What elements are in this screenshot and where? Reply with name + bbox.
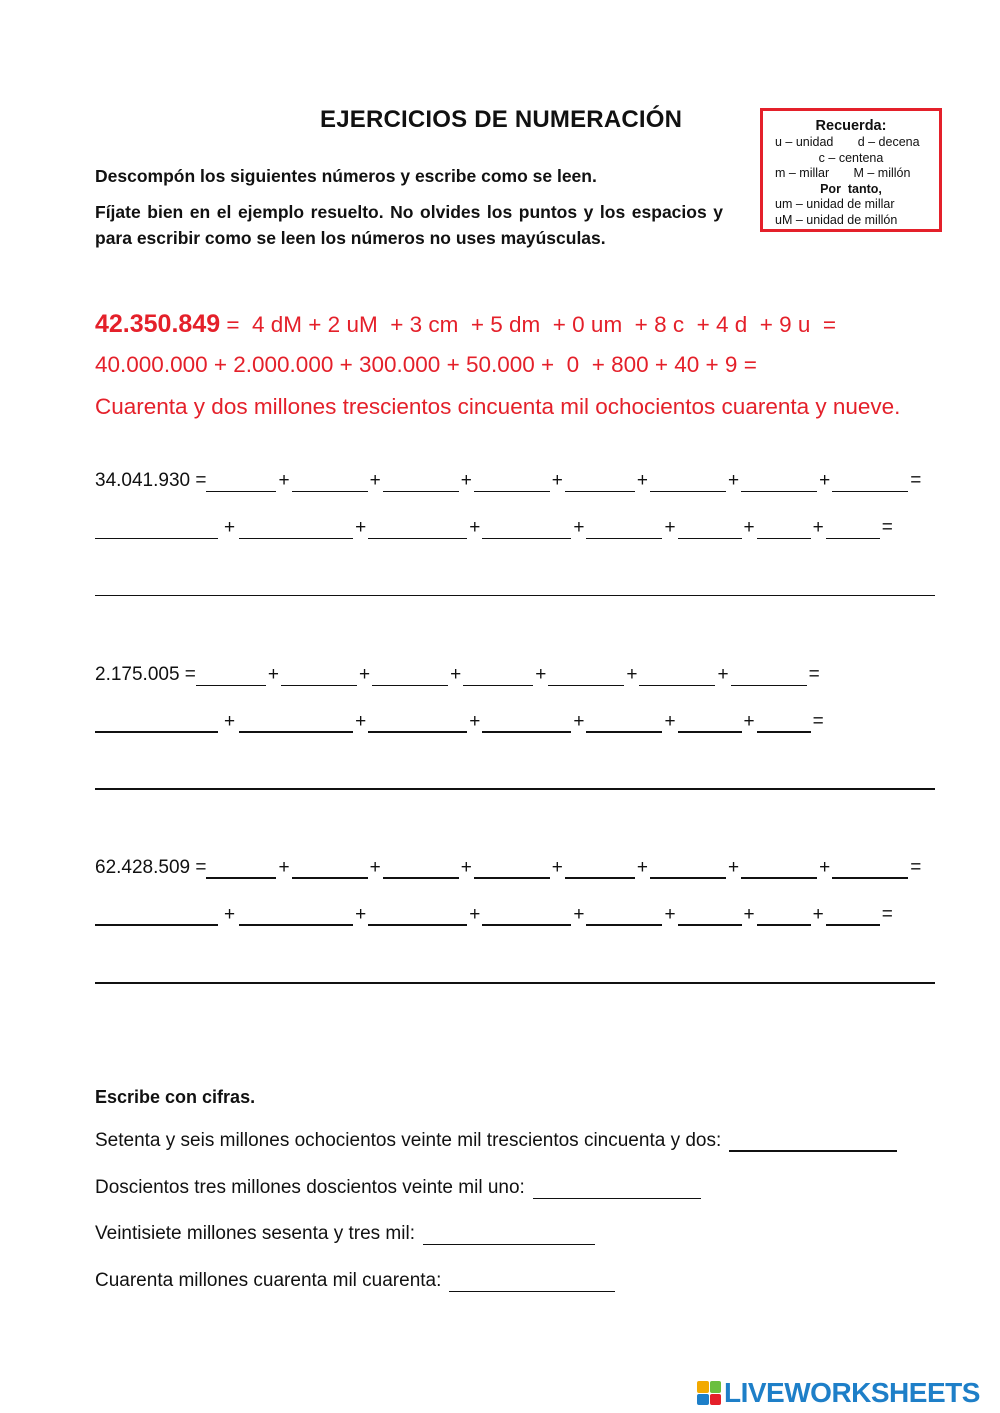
answer-blank[interactable]: [639, 665, 715, 686]
write-digits-item: [95, 1223, 595, 1245]
exercise-1-words-line[interactable]: [95, 595, 935, 596]
plus-sign: +: [812, 517, 824, 538]
answer-blank[interactable]: [741, 857, 817, 879]
answer-blank[interactable]: [533, 1178, 701, 1199]
answer-blank[interactable]: [757, 518, 811, 539]
plus-sign: +: [636, 857, 649, 878]
answer-blank[interactable]: [678, 904, 742, 926]
item-text: Veintisiete millones sesenta y tres mil:: [95, 1223, 415, 1244]
plus-sign: +: [535, 664, 547, 685]
answer-blank[interactable]: [482, 711, 571, 733]
plus-sign: +: [819, 857, 831, 878]
recuerda-line: c – centena: [818, 150, 884, 165]
plus-sign: +: [743, 904, 755, 925]
liveworksheets-logo: [697, 1377, 980, 1409]
plus-sign: +: [812, 904, 824, 925]
plus-sign: +: [717, 664, 729, 685]
plus-sign: +: [573, 711, 585, 732]
plus-sign: +: [573, 517, 585, 538]
answer-blank[interactable]: [678, 518, 742, 539]
plus-sign: +: [551, 470, 563, 491]
answer-blank[interactable]: [423, 1224, 595, 1245]
instruction-1: Descompón los siguientes números y escribe como se leen.: [95, 166, 597, 186]
recuerda-line: Por tanto,: [820, 181, 882, 196]
exercise-3-words-line[interactable]: [95, 982, 935, 984]
logo-mark-icon: [697, 1381, 721, 1405]
answer-blank[interactable]: [832, 471, 908, 492]
exercise-1-values-row: [95, 517, 895, 539]
plus-sign: +: [626, 664, 638, 685]
answer-blank[interactable]: [741, 471, 817, 492]
exercise-2-decomposition-row: [95, 664, 822, 686]
equals-sign: =: [881, 517, 893, 538]
answer-blank[interactable]: [95, 518, 218, 539]
plus-sign: +: [450, 664, 462, 685]
example-number: 42.350.849: [95, 310, 221, 338]
plus-sign: +: [728, 470, 740, 491]
answer-blank[interactable]: [281, 665, 357, 686]
answer-blank[interactable]: [586, 711, 662, 733]
answer-blank[interactable]: [650, 857, 726, 879]
answer-blank[interactable]: [757, 711, 811, 733]
answer-blank[interactable]: [239, 518, 353, 539]
plus-sign: +: [573, 904, 585, 925]
answer-blank[interactable]: [368, 518, 467, 539]
answer-blank[interactable]: [95, 904, 218, 926]
exercise-3-decomposition-row: [95, 857, 923, 879]
answer-blank[interactable]: [383, 471, 459, 492]
example-words: Cuarenta y dos millones trescientos cincuenta mil ochocientos cuarenta y nueve.: [95, 394, 901, 419]
answer-blank[interactable]: [474, 857, 550, 879]
answer-blank[interactable]: [206, 857, 276, 879]
answer-blank[interactable]: [650, 471, 726, 492]
answer-blank[interactable]: [463, 665, 533, 686]
answer-blank[interactable]: [565, 471, 635, 492]
answer-blank[interactable]: [368, 904, 467, 926]
answer-blank[interactable]: [482, 518, 571, 539]
item-text: Doscientos tres millones doscientos veinte mil uno:: [95, 1177, 525, 1198]
exercise-number: 34.041.930 =: [95, 470, 207, 491]
recuerda-line: m – millar M – millón: [775, 166, 911, 180]
answer-blank[interactable]: [548, 665, 624, 686]
plus-sign: +: [355, 904, 367, 925]
plus-sign: +: [278, 470, 290, 491]
plus-sign: +: [267, 664, 280, 685]
logo-text: LIVEWORKSHEETS: [724, 1377, 980, 1408]
plus-sign: +: [743, 517, 755, 538]
write-digits-item: [95, 1270, 615, 1292]
plus-sign: +: [636, 470, 649, 491]
exercise-2-values-row: [95, 711, 826, 733]
exercise-2-words-line[interactable]: [95, 788, 935, 790]
recuerda-title: Recuerda:: [815, 118, 887, 134]
answer-blank[interactable]: [292, 471, 368, 492]
plus-sign: +: [460, 857, 472, 878]
write-digits-item: [95, 1177, 701, 1199]
answer-blank[interactable]: [826, 518, 880, 539]
plus-sign: +: [819, 470, 831, 491]
answer-blank[interactable]: [372, 665, 448, 686]
equals-sign: =: [808, 664, 820, 685]
answer-blank[interactable]: [482, 904, 571, 926]
plus-sign: +: [369, 857, 381, 878]
plus-sign: +: [355, 711, 367, 732]
example-values: 40.000.000 + 2.000.000 + 300.000 + 50.000 + 0 + 800 + 40 + 9 =: [95, 352, 757, 377]
plus-sign: +: [224, 904, 236, 925]
answer-blank[interactable]: [383, 857, 459, 879]
answer-blank[interactable]: [586, 518, 662, 539]
equals-sign: =: [881, 904, 893, 925]
answer-blank[interactable]: [368, 711, 467, 733]
answer-blank[interactable]: [586, 904, 662, 926]
recuerda-line: um – unidad de millar: [775, 197, 895, 211]
exercise-1-decomposition-row: [95, 470, 923, 492]
answer-blank[interactable]: [757, 904, 811, 926]
answer-blank[interactable]: [239, 904, 353, 926]
answer-blank[interactable]: [729, 1130, 897, 1152]
recuerda-line: uM – unidad de millón: [775, 212, 898, 227]
plus-sign: +: [743, 711, 755, 732]
plus-sign: +: [664, 517, 676, 538]
plus-sign: +: [460, 470, 472, 491]
page-title: EJERCICIOS DE NUMERACIÓN: [320, 106, 683, 133]
plus-sign: +: [551, 857, 563, 878]
item-text: Setenta y seis millones ochocientos veinte mil trescientos cincuenta y dos:: [95, 1130, 722, 1151]
plus-sign: +: [664, 711, 676, 732]
plus-sign: +: [355, 517, 367, 538]
exercise-3-values-row: [95, 904, 895, 926]
exercise-number: 62.428.509 =: [95, 857, 207, 878]
answer-blank[interactable]: [449, 1271, 615, 1292]
example-decomposition-line: [95, 310, 836, 339]
plus-sign: +: [359, 664, 371, 685]
recuerda-box: [760, 108, 942, 232]
answer-blank[interactable]: [678, 711, 742, 733]
answer-blank[interactable]: [196, 665, 266, 686]
plus-sign: +: [224, 711, 236, 732]
exercise-number: 2.175.005 =: [95, 664, 196, 685]
plus-sign: +: [224, 517, 236, 538]
answer-blank[interactable]: [832, 857, 908, 879]
answer-blank[interactable]: [95, 711, 218, 733]
instruction-2: Fíjate bien en el ejemplo resuelto. No olvides los puntos y los espacios y para escribir como se leen los números no uses mayúsculas.: [95, 202, 723, 248]
plus-sign: +: [664, 904, 676, 925]
plus-sign: +: [469, 711, 481, 732]
plus-sign: +: [469, 904, 481, 925]
equals-sign: =: [910, 470, 922, 491]
recuerda-line: u – unidad d – decena: [775, 135, 920, 149]
answer-blank[interactable]: [731, 665, 807, 686]
answer-blank[interactable]: [474, 471, 550, 492]
equals-sign: =: [812, 711, 824, 732]
answer-blank[interactable]: [565, 857, 635, 879]
write-digits-item: [95, 1130, 897, 1152]
answer-blank[interactable]: [826, 904, 880, 926]
plus-sign: +: [469, 517, 481, 538]
item-text: Cuarenta millones cuarenta mil cuarenta:: [95, 1270, 442, 1291]
equals-sign: =: [910, 857, 922, 878]
plus-sign: +: [728, 857, 740, 878]
plus-sign: +: [278, 857, 290, 878]
answer-blank[interactable]: [206, 471, 276, 492]
section-2-title: Escribe con cifras.: [95, 1087, 256, 1107]
example-decomposition: = 4 dM + 2 uM + 3 cm + 5 dm + 0 um + 8 c + 4 d + 9 u =: [220, 312, 837, 337]
answer-blank[interactable]: [239, 711, 353, 733]
plus-sign: +: [369, 470, 381, 491]
answer-blank[interactable]: [292, 857, 368, 879]
